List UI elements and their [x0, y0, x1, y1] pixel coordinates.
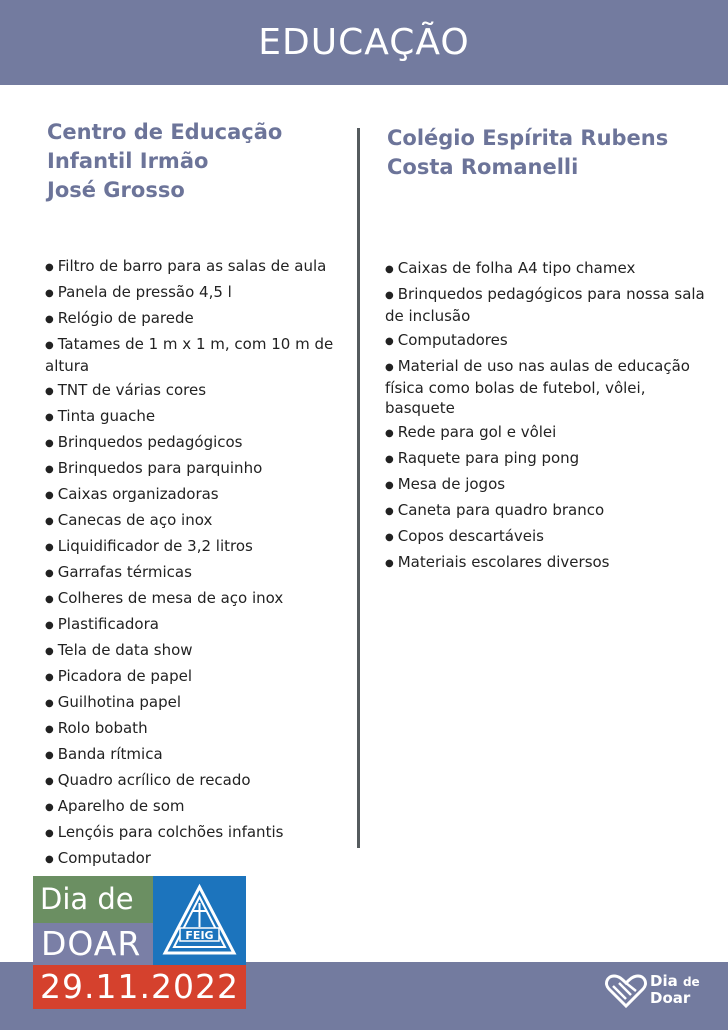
list-item [45, 308, 345, 330]
list-item [385, 448, 715, 470]
bullet-icon: ● [385, 506, 394, 517]
list-item [385, 500, 715, 522]
list-item [385, 526, 715, 548]
list-item [45, 380, 345, 402]
right-item-list [385, 258, 715, 578]
list-item-text: Aparelho de som [57, 797, 185, 815]
list-item-text: Relógio de parede [57, 309, 194, 327]
list-item [45, 718, 345, 740]
list-item-text: Tatames de 1 m x 1 m, com 10 m de altura [45, 335, 334, 375]
list-item-text: Liquidificador de 3,2 litros [57, 537, 253, 555]
list-item-text: Garrafas térmicas [57, 563, 192, 581]
bullet-icon: ● [385, 558, 394, 569]
bullet-icon: ● [45, 724, 54, 735]
list-item [45, 692, 345, 714]
dia-de-doar-brand-logo [605, 972, 717, 1012]
brand-de: de [682, 975, 700, 989]
list-item [45, 770, 345, 792]
brand-doar: Doar [650, 989, 691, 1007]
left-title-line: Centro de Educação [47, 120, 283, 144]
bullet-icon: ● [385, 336, 394, 347]
badge-date: 29.11.2022 [40, 967, 239, 1006]
list-item [45, 614, 345, 636]
bullet-icon: ● [45, 646, 54, 657]
badge-line2: DOAR [41, 924, 142, 963]
list-item-text: Plastificadora [57, 615, 159, 633]
list-item-text: Rolo bobath [57, 719, 148, 737]
list-item-text: Computador [57, 849, 151, 867]
bullet-icon: ● [45, 568, 54, 579]
list-item [45, 796, 345, 818]
bullet-icon: ● [45, 854, 54, 865]
list-item [45, 256, 345, 278]
list-item-text: Canecas de aço inox [57, 511, 213, 529]
list-item-text: Raquete para ping pong [397, 449, 580, 467]
bullet-icon: ● [45, 314, 54, 325]
bullet-icon: ● [45, 340, 54, 351]
list-item-text: TNT de várias cores [57, 381, 207, 399]
feig-logo-text: FEIG [185, 929, 214, 942]
list-item-text: Brinquedos pedagógicos [57, 433, 243, 451]
list-item-text: Banda rítmica [57, 745, 163, 763]
left-column-title [47, 118, 337, 205]
list-item [45, 432, 345, 454]
bullet-icon: ● [45, 386, 54, 397]
list-item [45, 334, 345, 376]
left-title-line: Infantil Irmão [47, 149, 209, 173]
list-item [45, 744, 345, 766]
bullet-icon: ● [45, 542, 54, 553]
list-item [45, 458, 345, 480]
list-item [385, 284, 715, 326]
list-item [385, 330, 715, 352]
bullet-icon: ● [45, 490, 54, 501]
list-item [45, 536, 345, 558]
list-item [45, 640, 345, 662]
bullet-icon: ● [45, 750, 54, 761]
bullet-icon: ● [385, 290, 394, 301]
bullet-icon: ● [45, 594, 54, 605]
list-item [45, 406, 345, 428]
bullet-icon: ● [45, 828, 54, 839]
list-item [385, 356, 715, 418]
badge-line1: Dia de [40, 882, 134, 916]
list-item [45, 588, 345, 610]
list-item [385, 474, 715, 496]
list-item-text: Lençóis para colchões infantis [57, 823, 284, 841]
page-title: EDUCAÇÃO [258, 22, 470, 63]
list-item [45, 666, 345, 688]
right-title-line: Costa Romanelli [387, 155, 579, 179]
list-item [45, 562, 345, 584]
bullet-icon: ● [45, 698, 54, 709]
list-item-text: Picadora de papel [57, 667, 193, 685]
bullet-icon: ● [45, 620, 54, 631]
list-item [385, 422, 715, 444]
list-item-text: Caneta para quadro branco [397, 501, 605, 519]
list-item-text: Panela de pressão 4,5 l [57, 283, 232, 301]
bullet-icon: ● [45, 464, 54, 475]
bullet-icon: ● [385, 454, 394, 465]
bullet-icon: ● [45, 802, 54, 813]
list-item-text: Caixas organizadoras [57, 485, 219, 503]
list-item [385, 258, 715, 280]
bullet-icon: ● [45, 412, 54, 423]
list-item-text: Brinquedos para parquinho [57, 459, 263, 477]
list-item-text: Guilhotina papel [57, 693, 182, 711]
left-title-line: José Grosso [47, 178, 185, 202]
list-item-text: Colheres de mesa de aço inox [57, 589, 284, 607]
list-item-text: Brinquedos pedagógicos para nossa sala de inclusão [385, 285, 705, 325]
heart-stripes-icon [605, 974, 647, 1008]
bullet-icon: ● [385, 428, 394, 439]
feig-triangle-logo-icon [162, 883, 237, 958]
bullet-icon: ● [45, 438, 54, 449]
list-item [45, 282, 345, 304]
list-item-text: Copos descartáveis [397, 527, 544, 545]
list-item [385, 552, 715, 574]
bullet-icon: ● [45, 672, 54, 683]
bullet-icon: ● [45, 288, 54, 299]
bullet-icon: ● [45, 262, 54, 273]
list-item-text: Computadores [397, 331, 508, 349]
list-item-text: Tela de data show [57, 641, 193, 659]
list-item [45, 510, 345, 532]
bullet-icon: ● [45, 516, 54, 527]
brand-text [650, 973, 700, 1006]
list-item-text: Quadro acrílico de recado [57, 771, 251, 789]
list-item-text: Caixas de folha A4 tipo chamex [397, 259, 636, 277]
left-item-list [45, 256, 345, 874]
list-item-text: Tinta guache [57, 407, 156, 425]
right-title-line: Colégio Espírita Rubens [387, 126, 669, 150]
list-item-text: Material de uso nas aulas de educação física como bolas de futebol, vôlei, basquete [385, 357, 690, 417]
list-item-text: Rede para gol e vôlei [397, 423, 557, 441]
list-item-text: Mesa de jogos [397, 475, 506, 493]
bullet-icon: ● [385, 264, 394, 275]
list-item [45, 848, 345, 870]
list-item-text: Filtro de barro para as salas de aula [57, 257, 327, 275]
bullet-icon: ● [385, 532, 394, 543]
right-column-title [387, 124, 707, 182]
bullet-icon: ● [385, 362, 394, 373]
list-item-text: Materiais escolares diversos [397, 553, 610, 571]
list-item [45, 822, 345, 844]
column-divider [357, 128, 360, 848]
bullet-icon: ● [385, 480, 394, 491]
list-item [45, 484, 345, 506]
brand-dia: Dia [650, 972, 683, 990]
bullet-icon: ● [45, 776, 54, 787]
